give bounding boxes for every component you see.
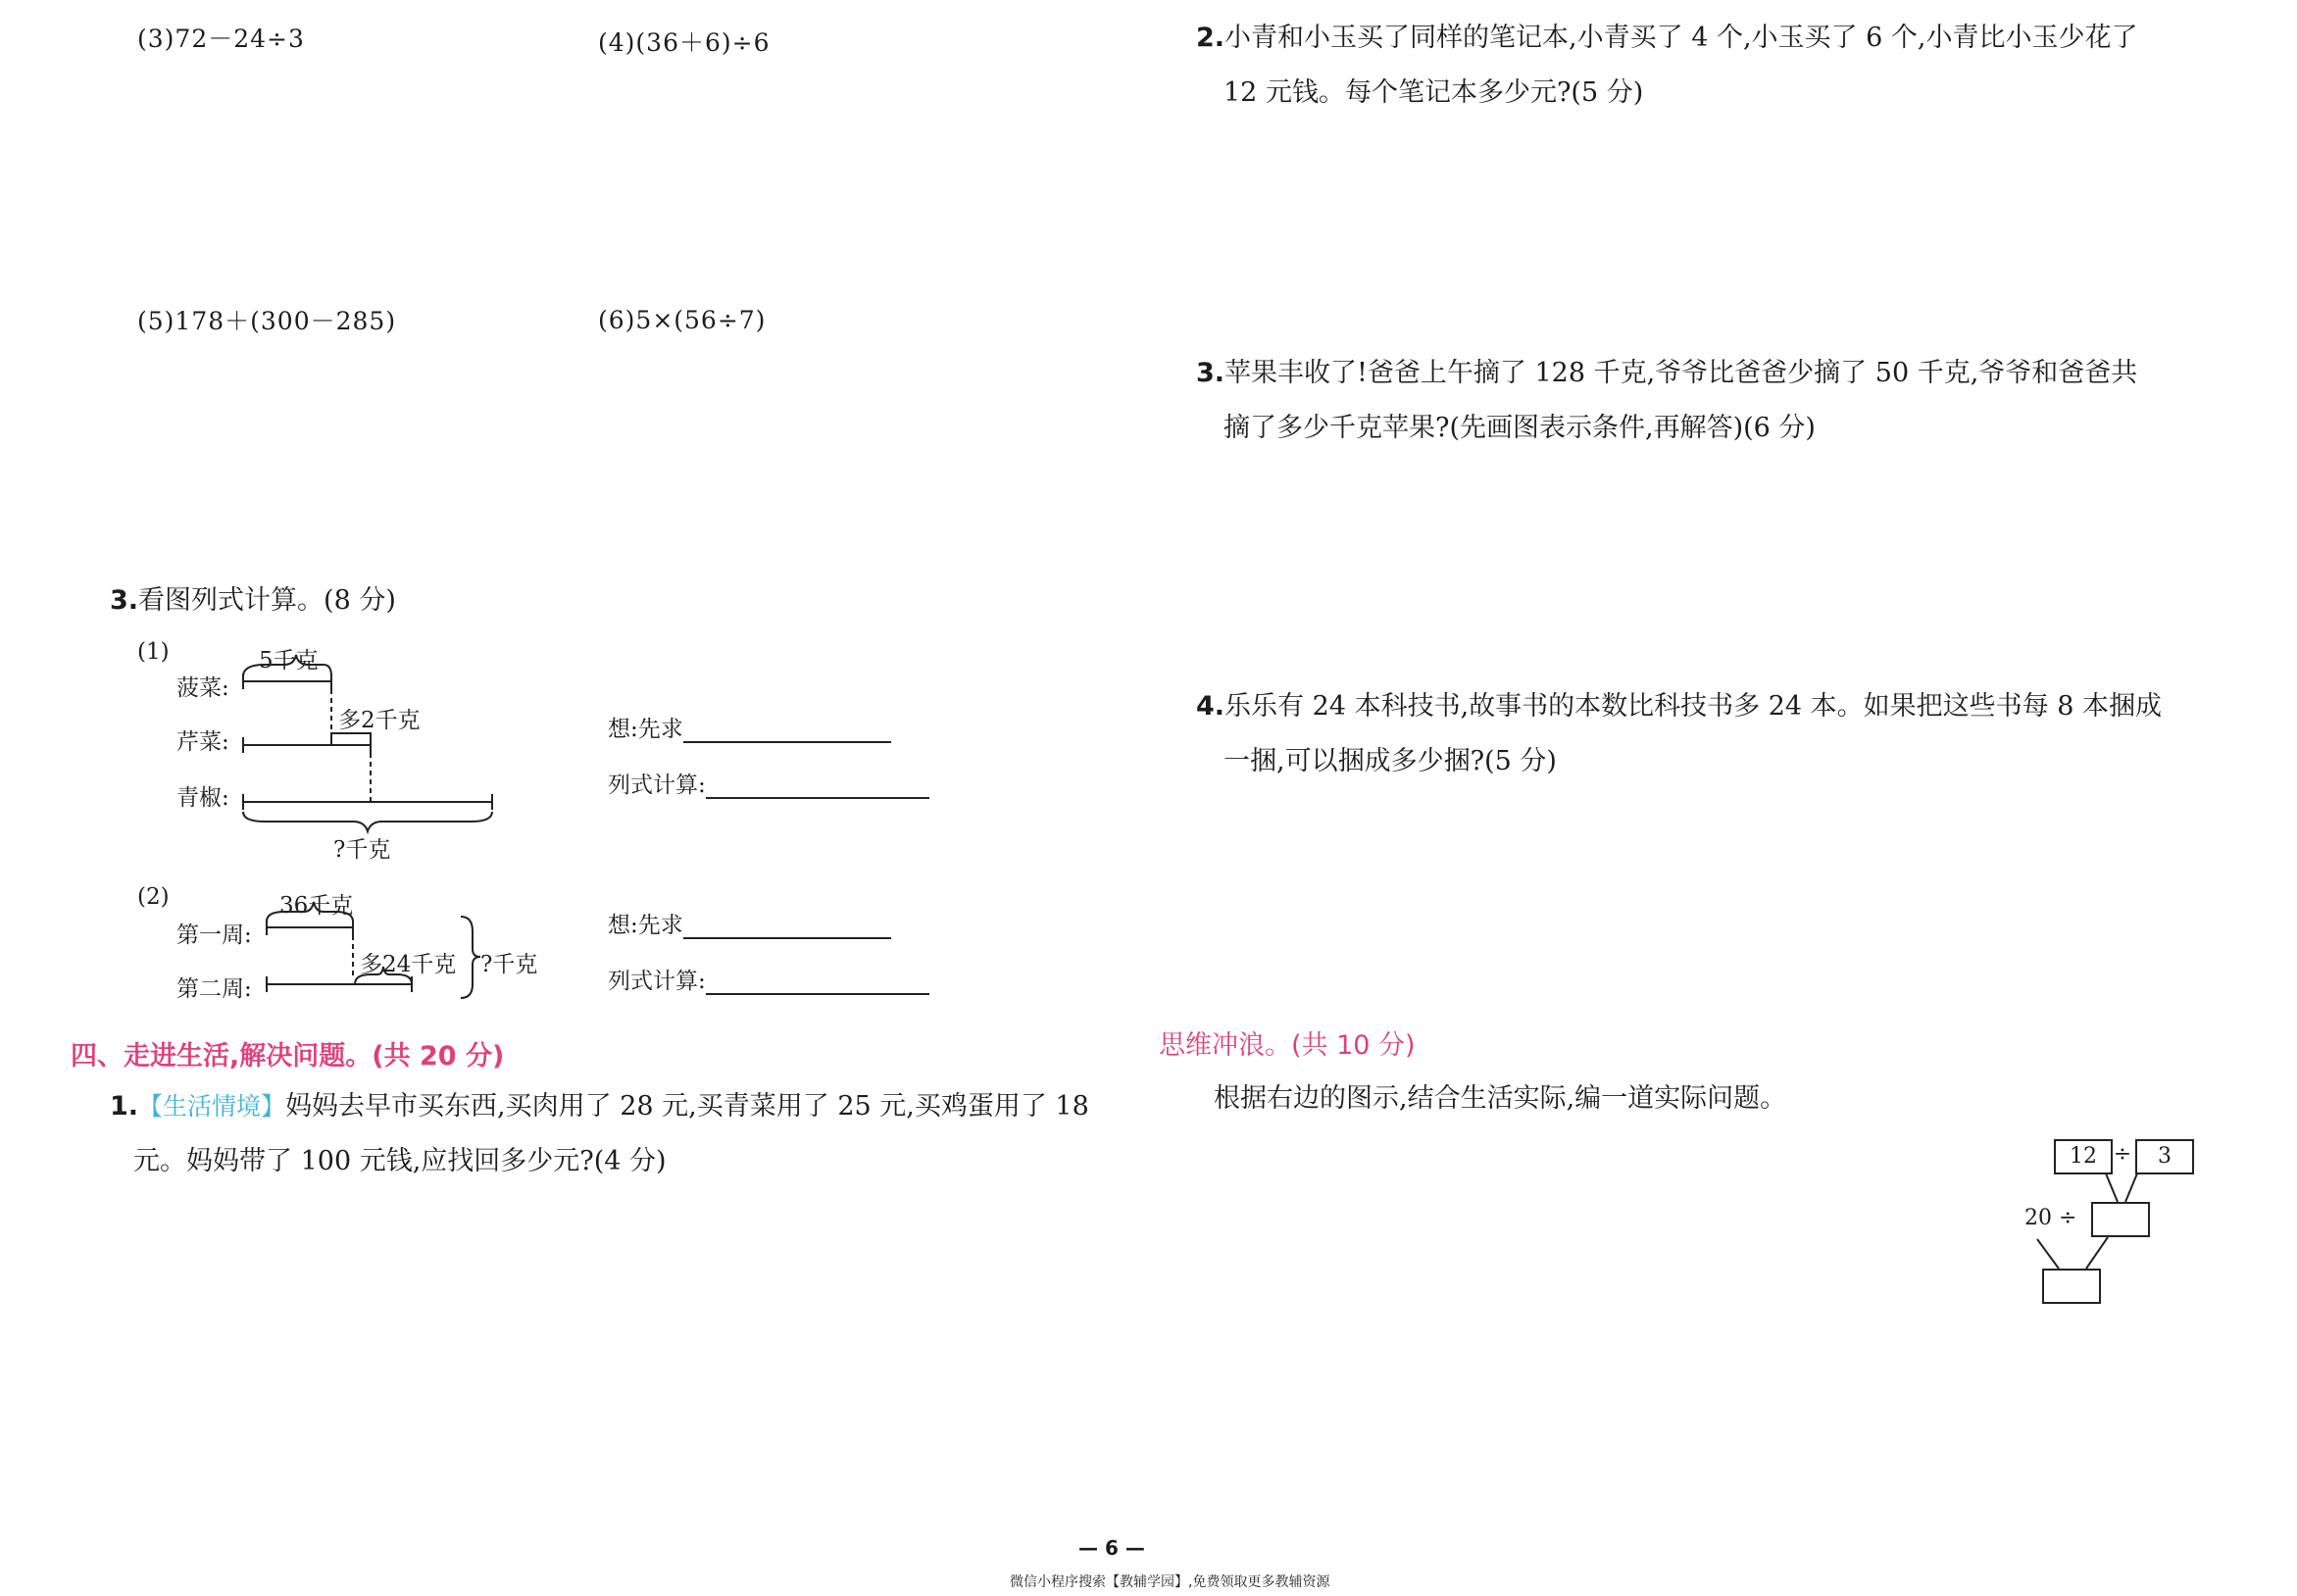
question-line-1: 小青和小玉买了同样的笔记本,小青买了 4 个,小玉买了 6 个,小青比小玉少花了: [1224, 23, 2138, 53]
question-line-1: 苹果丰收了!爸爸上午摘了 128 千克,爷爷比爸爸少摘了 50 千克,爷爷和爸爸共: [1224, 358, 2138, 388]
expression-5: (5)178＋(300－285): [137, 307, 397, 335]
question-number: 4.: [1196, 691, 1225, 722]
diagram-prefix-20-div: 20 ÷: [2024, 1206, 2077, 1230]
diagram-2-total-label: ?千克: [480, 952, 538, 977]
expression-4: (4)(36＋6)÷6: [598, 28, 771, 57]
diagram-1-bottom-label: ?千克: [333, 837, 391, 863]
question-line-1: 乐乐有 24 本科技书,故事书的本数比科技书多 24 本。如果把这些书每 8 本捆成: [1224, 691, 2163, 722]
diagram-1-row-pepper: 青椒:: [176, 785, 229, 811]
diagram-box-3: 3: [2135, 1139, 2194, 1174]
diagram-1-label: (1): [137, 639, 170, 665]
diagram-box-12: 12: [2054, 1139, 2113, 1174]
diagram-1-row-spinach: 菠菜:: [176, 675, 229, 701]
diagram-2-row-week2: 第二周:: [176, 976, 252, 1002]
right-question-2-line-2: 12 元钱。每个笔记本多少元?(5 分): [1223, 77, 1644, 108]
diagram-2-top-label: 36千克: [279, 893, 354, 919]
diagram-2-calc-label: 列式计算:: [608, 963, 929, 995]
section-4-question-1-line-2: 元。妈妈带了 100 元钱,应找回多少元?(4 分): [133, 1146, 667, 1176]
diagram-1-think-label: 想:先求: [608, 711, 891, 743]
diagram-1-row-celery: 芹菜:: [176, 729, 229, 755]
diagram-1-more-label: 多2千克: [338, 708, 421, 733]
diagram-2-think-label: 想:先求: [608, 907, 891, 939]
diagram-2-row-week1: 第一周:: [176, 923, 252, 948]
question-number: 2.: [1196, 23, 1225, 53]
diagram-1-top-label: 5千克: [259, 648, 319, 673]
diagram-2-more-label: 多24千克: [360, 952, 457, 977]
right-question-4-line-2: 一捆,可以捆成多少捆?(5 分): [1223, 746, 1557, 776]
right-question-3-line-2: 摘了多少千克苹果?(先画图表示条件,再解答)(6 分): [1223, 413, 1816, 443]
expression-6: (6)5×(56÷7): [598, 306, 767, 334]
section-4-title: 四、走进生活,解决问题。(共 20 分): [71, 1041, 505, 1072]
question-number: 3.: [110, 585, 139, 616]
page-number: — 6 —: [1078, 1536, 1145, 1560]
diagram-2-label: (2): [137, 884, 170, 910]
question-number: 3.: [1196, 358, 1225, 388]
divide-symbol: ÷: [2113, 1142, 2132, 1167]
thinking-question-text: 根据右边的图示,结合生活实际,编一道实际问题。: [1214, 1083, 1787, 1114]
expression-3: (3)72－24÷3: [137, 25, 305, 53]
footer-note: 微信小程序搜索【教辅学园】,免费领取更多教辅资源: [1010, 1574, 1330, 1590]
diagram-1-calc-label: 列式计算:: [608, 767, 929, 799]
question-number: 1.: [110, 1091, 139, 1122]
thinking-section-title: 思维冲浪。(共 10 分): [1159, 1030, 1416, 1061]
question-line-1: 妈妈去早市买东西,买肉用了 28 元,买青菜用了 25 元,买鸡蛋用了 18: [285, 1091, 1089, 1122]
context-tag: 【生活情境】: [138, 1092, 286, 1121]
question-text: 看图列式计算。(8 分): [138, 585, 396, 616]
